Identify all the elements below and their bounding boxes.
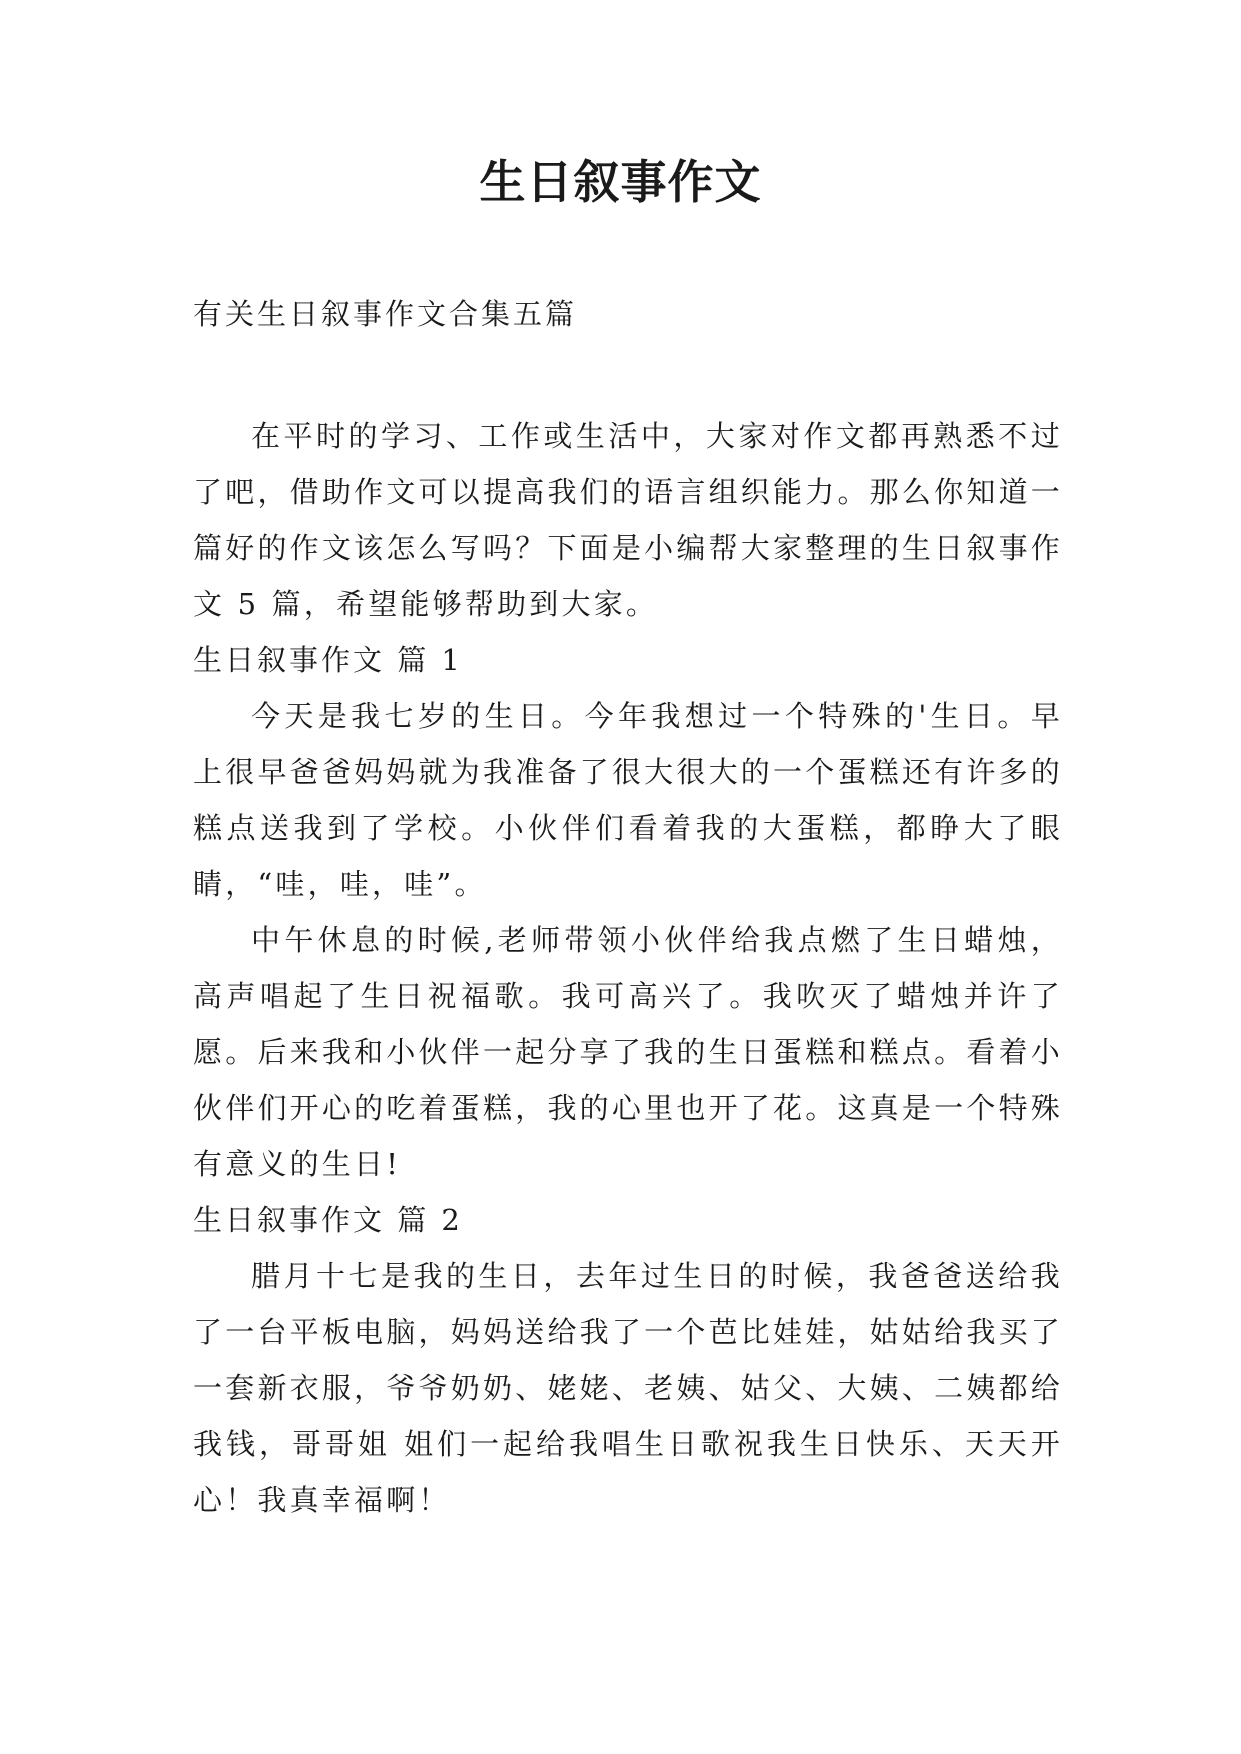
section-1-paragraph-2: 中午休息的时候,老师带领小伙伴给我点燃了生日蜡烛，高声唱起了生日祝福歌。我可高兴了。我吹灭了蜡烛并许了愿。后来我和小伙伴一起分享了我的生日蛋糕和糕点。看着小伙伴们开心的吃着蛋糕，我的心里也开了花。这真是一个特殊有意义的生日! xyxy=(193,923,1063,1181)
section-heading-1: 生日叙事作文 篇 1 xyxy=(193,643,463,677)
document-title: 生日叙事作文 xyxy=(479,155,762,209)
section-1-paragraph-1: 今天是我七岁的生日。今年我想过一个特殊的'生日。早上很早爸爸妈妈就为我准备了很大很大的一个蛋糕还有许多的糕点送我到了学校。小伙伴们看着我的大蛋糕，都睁大了眼睛，“哇，哇，哇”。 xyxy=(193,699,1063,901)
document-subtitle: 有关生日叙事作文合集五篇 xyxy=(193,297,578,331)
document-body xyxy=(193,408,1063,1528)
intro-paragraph: 在平时的学习、工作或生活中，大家对作文都再熟悉不过了吧，借助作文可以提高我们的语言组织能力。那么你知道一篇好的作文该怎么写吗？下面是小编帮大家整理的生日叙事作文 5 篇，希望能够帮助到大家。 xyxy=(193,419,1063,621)
section-2-paragraph-1: 腊月十七是我的生日，去年过生日的时候，我爸爸送给我了一台平板电脑，妈妈送给我了一个芭比娃娃，姑姑给我买了一套新衣服，爷爷奶奶、姥姥、老姨、姑父、大姨、二姨都给我钱，哥哥姐 姐们一起给我唱生日歌祝我生日快乐、天天开心！我真幸福啊！ xyxy=(193,1259,1063,1517)
section-heading-2: 生日叙事作文 篇 2 xyxy=(193,1203,463,1237)
